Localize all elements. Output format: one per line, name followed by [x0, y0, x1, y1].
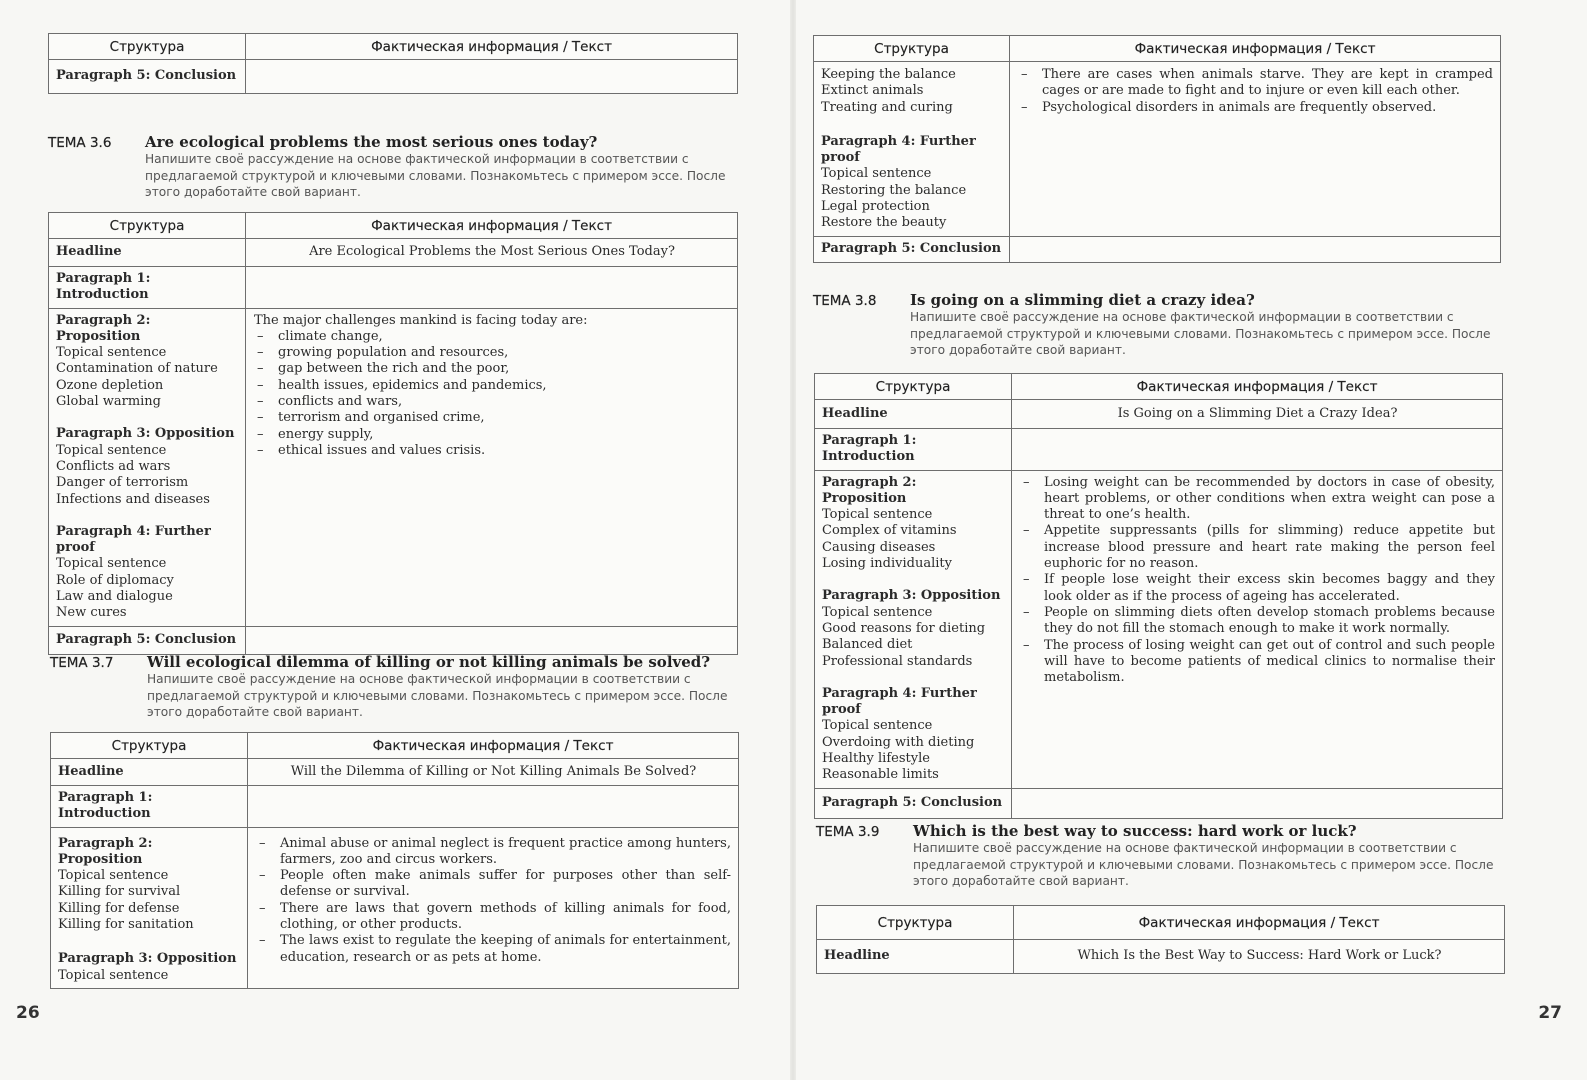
- column-header-structure: Структура: [815, 374, 1012, 400]
- right-page: [794, 0, 1587, 1080]
- p4-item: Reasonable limits: [822, 767, 939, 783]
- page-number: 26: [16, 1003, 40, 1023]
- topic-3-9: [816, 822, 1506, 890]
- p4-item: Restore the beauty: [821, 215, 947, 231]
- text-list: [1020, 475, 1495, 687]
- text-item: – gap between the rich and the poor,: [254, 361, 730, 377]
- headline-label: Headline: [51, 759, 248, 786]
- column-header-structure: Структура: [49, 213, 246, 239]
- p2-title: Paragraph 2: Proposition: [822, 474, 917, 506]
- p4-item: Legal protection: [821, 199, 930, 215]
- p2-title: Paragraph 2: Proposition: [58, 835, 153, 867]
- structure-cell: [815, 470, 1012, 788]
- table-topic-3-7: [50, 732, 739, 989]
- p2-item: Topical sentence: [58, 868, 169, 884]
- text-list: [256, 836, 731, 966]
- text-item: – ethical issues and values crisis.: [254, 443, 730, 459]
- structure-cell: [814, 62, 1010, 237]
- text-lead: The major challenges mankind is facing today are:: [254, 312, 588, 328]
- p4-item: Law and dialogue: [56, 589, 173, 605]
- p3-item: Topical sentence: [56, 442, 167, 458]
- p4-item: Overdoing with dieting: [822, 734, 975, 750]
- table-topic-3-9: [816, 905, 1505, 974]
- p3-item: Topical sentence: [58, 967, 169, 983]
- column-header-structure: Структура: [814, 36, 1010, 62]
- headline-text: Are Ecological Problems the Most Serious Ones Today?: [246, 239, 738, 267]
- text-item: – health issues, epidemics and pandemics,: [254, 378, 730, 394]
- topic-code: ТЕМА 3.9: [816, 824, 880, 840]
- intro-label: Paragraph 1: Introduction: [815, 429, 1012, 471]
- p2-item: Killing for defense: [58, 900, 180, 916]
- conclusion-text-cell: [1012, 788, 1503, 818]
- conclusion-label: Paragraph 5: Conclusion: [49, 626, 246, 654]
- p3-item: Conflicts ad wars: [56, 458, 171, 474]
- table-topic-3-8: [814, 373, 1503, 819]
- text-item: – energy supply,: [254, 427, 730, 443]
- conclusion-label: Paragraph 5: Conclusion: [49, 60, 246, 94]
- headline-text: Which Is the Best Way to Success: Hard Work or Luck?: [1014, 940, 1505, 974]
- page-number: 27: [1538, 1003, 1562, 1023]
- p4-title: Paragraph 4: Further proof: [56, 523, 211, 556]
- text-list: [254, 329, 730, 459]
- topic-instruction: Напишите своё рассуждение на основе фактической информации в соответствии с предлагаемой структурой и ключевыми словами. Познакомьтесь с примером эссе. После этого доработайте свой вариант.: [910, 310, 1491, 357]
- text-item: – conflicts and wars,: [254, 394, 730, 410]
- conclusion-label: Paragraph 5: Conclusion: [815, 788, 1012, 818]
- intro-text-cell: [246, 267, 738, 309]
- p4-item: New cures: [56, 605, 127, 621]
- p2-item: Topical sentence: [822, 507, 933, 523]
- conclusion-text-cell: [1010, 236, 1501, 262]
- p4-item: Healthy lifestyle: [822, 751, 930, 767]
- text-item: – People on slimming diets often develop stomach problems because they do not fill the stomach enough to make it work normally.: [1020, 605, 1495, 638]
- column-header-info: Фактическая информация / Текст: [1014, 906, 1505, 940]
- column-header-structure: Структура: [49, 34, 246, 60]
- structure-cell: [51, 827, 248, 988]
- conclusion-label: Paragraph 5: Conclusion: [814, 236, 1010, 262]
- p2-item: Ozone depletion: [56, 377, 164, 393]
- topic-instruction: Напишите своё рассуждение на основе фактической информации в соответствии с предлагаемой структурой и ключевыми словами. Познакомьтесь с примером эссе. После этого доработайте свой вариант.: [913, 841, 1494, 888]
- structure-item: Treating and curing: [821, 99, 953, 115]
- left-page: [0, 0, 793, 1080]
- text-list: [1018, 67, 1493, 116]
- p4-item: Topical sentence: [822, 718, 933, 734]
- p3-item: Balanced diet: [822, 637, 913, 653]
- headline-text: Is Going on a Slimming Diet a Crazy Idea?: [1012, 400, 1503, 429]
- intro-text-cell: [248, 786, 739, 828]
- p3-item: Topical sentence: [822, 604, 933, 620]
- text-cell: [1012, 470, 1503, 788]
- table-top-right: [813, 35, 1501, 263]
- p2-item: Global warming: [56, 394, 162, 410]
- intro-label: Paragraph 1: Introduction: [51, 786, 248, 828]
- column-header-structure: Структура: [817, 906, 1014, 940]
- p2-item: Causing diseases: [822, 539, 936, 555]
- topic-code: ТЕМА 3.8: [813, 293, 877, 309]
- column-header-info: Фактическая информация / Текст: [248, 733, 739, 759]
- table-top-left: [48, 33, 738, 94]
- topic-instruction: Напишите своё рассуждение на основе фактической информации в соответствии с предлагаемой структурой и ключевыми словами. Познакомьтесь с примером эссе. После этого доработайте свой вариант.: [147, 672, 728, 719]
- topic-instruction: Напишите своё рассуждение на основе фактической информации в соответствии с предлагаемой структурой и ключевыми словами. Познакомьтесь с примером эссе. После этого доработайте свой вариант.: [145, 152, 726, 199]
- structure-item: Extinct animals: [821, 83, 924, 99]
- text-cell: [1010, 62, 1501, 237]
- headline-text: Will the Dilemma of Killing or Not Killing Animals Be Solved?: [248, 759, 739, 786]
- p2-item: Killing for sanitation: [58, 917, 194, 933]
- topic-code: ТЕМА 3.6: [48, 135, 112, 151]
- topic-code: ТЕМА 3.7: [50, 655, 114, 671]
- p2-title: Paragraph 2: Proposition: [56, 312, 151, 344]
- topic-3-8: [813, 291, 1503, 359]
- conclusion-text-cell: [246, 60, 738, 94]
- column-header-info: Фактическая информация / Текст: [1012, 374, 1503, 400]
- p4-item: Restoring the balance: [821, 182, 967, 198]
- column-header-info: Фактическая информация / Текст: [246, 213, 738, 239]
- p3-item: Professional standards: [822, 653, 973, 669]
- p4-item: Topical sentence: [821, 166, 932, 182]
- text-item: – Psychological disorders in animals are frequently observed.: [1018, 100, 1493, 116]
- text-item: – There are laws that govern methods of killing animals for food, clothing, or other products.: [256, 901, 731, 934]
- p3-title: Paragraph 3: Opposition: [58, 951, 237, 967]
- conclusion-text-cell: [246, 626, 738, 654]
- text-item: – climate change,: [254, 329, 730, 345]
- text-item: – The laws exist to regulate the keeping of animals for entertainment, education, research or as pets at home.: [256, 933, 731, 966]
- text-item: – growing population and resources,: [254, 345, 730, 361]
- column-header-structure: Структура: [51, 733, 248, 759]
- structure-item: Keeping the balance: [821, 67, 956, 82]
- p3-item: Infections and diseases: [56, 491, 210, 507]
- p2-item: Losing individuality: [822, 556, 952, 572]
- p2-item: Contamination of nature: [56, 361, 218, 377]
- topic-3-7: [50, 653, 740, 721]
- p4-item: Role of diplomacy: [56, 572, 174, 588]
- table-topic-3-6: [48, 212, 738, 655]
- text-item: – Animal abuse or animal neglect is frequent practice among hunters, farmers, zoo and circus workers.: [256, 836, 731, 869]
- column-header-info: Фактическая информация / Текст: [246, 34, 738, 60]
- p4-title: Paragraph 4: Further proof: [822, 685, 977, 718]
- topic-question: Is going on a slimming diet a crazy idea?: [910, 291, 1255, 309]
- column-header-info: Фактическая информация / Текст: [1010, 36, 1501, 62]
- p3-title: Paragraph 3: Opposition: [56, 426, 235, 442]
- topic-question: Which is the best way to success: hard work or luck?: [913, 822, 1357, 840]
- text-item: – There are cases when animals starve. They are kept in cramped cages or are made to fight and to injure or even kill each other.: [1018, 67, 1493, 100]
- p3-title: Paragraph 3: Opposition: [822, 588, 1001, 604]
- text-item: – Losing weight can be recommended by doctors in case of obesity, heart problems, or other conditions when extra weight can pose a threat to one’s health.: [1020, 475, 1495, 524]
- text-cell: [248, 827, 739, 988]
- p2-item: Complex of vitamins: [822, 523, 957, 539]
- headline-label: Headline: [49, 239, 246, 267]
- intro-text-cell: [1012, 429, 1503, 471]
- p4-item: Topical sentence: [56, 556, 167, 572]
- text-item: – People often make animals suffer for purposes other than self-defense or survival.: [256, 868, 731, 901]
- topic-question: Are ecological problems the most serious ones today?: [145, 133, 598, 151]
- text-item: – Appetite suppressants (pills for slimming) reduce appetite but increase blood pressure and heart rate making the person feel euphoric for no reason.: [1020, 523, 1495, 572]
- p2-item: Topical sentence: [56, 345, 167, 361]
- text-item: – terrorism and organised crime,: [254, 410, 730, 426]
- p2-item: Killing for survival: [58, 884, 181, 900]
- p3-item: Good reasons for dieting: [822, 620, 986, 636]
- headline-label: Headline: [815, 400, 1012, 429]
- p4-title: Paragraph 4: Further proof: [821, 133, 976, 166]
- text-item: – If people lose weight their excess skin becomes baggy and they look older as if the process of ageing has accelerated.: [1020, 572, 1495, 605]
- headline-label: Headline: [817, 940, 1014, 974]
- topic-question: Will ecological dilemma of killing or not killing animals be solved?: [147, 653, 711, 671]
- intro-label: Paragraph 1: Introduction: [49, 267, 246, 309]
- p3-item: Danger of terrorism: [56, 475, 189, 491]
- topic-3-6: [48, 133, 738, 201]
- text-item: – The process of losing weight can get out of control and such people will have to become patients of medical clinics to normalise their metabolism.: [1020, 638, 1495, 687]
- text-cell: [246, 308, 738, 626]
- structure-cell: [49, 308, 246, 626]
